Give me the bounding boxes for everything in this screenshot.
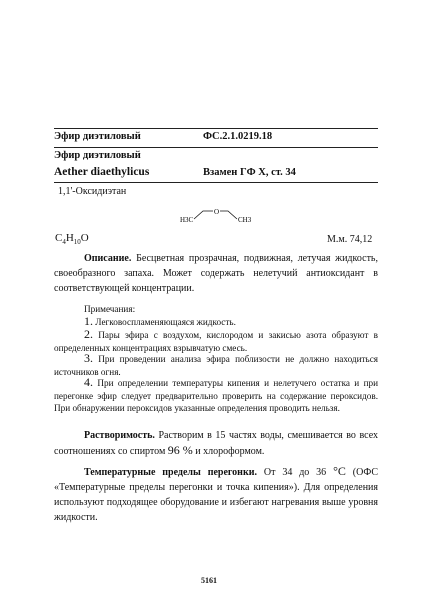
structure-left-group: H3C	[180, 216, 194, 224]
structural-formula-svg	[180, 203, 270, 229]
header-replaces: Взамен ГФ X, ст. 34	[203, 167, 296, 178]
solubility-paragraph	[54, 428, 378, 459]
description-text: Бесцветная прозрачная, подвижная, летучая жидкость, своеобразного запаха. Может содержать нелетучий антиоксидант в соответствующей концентрации.	[54, 253, 378, 294]
header-latin-name: Aether diaethylicus	[54, 166, 150, 178]
distillation-paragraph	[54, 464, 378, 525]
note-text: При определении температуры кипения и нелетучего остатка и при перегонке эфир следует предварительно проверить на содержание пероксидов. При обнаружении пероксидов указанные определения проводить нельзя.	[54, 378, 378, 413]
chemical-name: 1,1'-Оксидиэтан	[58, 186, 127, 197]
note-text: Легковоспламеняющаяся жидкость.	[93, 317, 236, 327]
solubility-percent: 96 %	[167, 443, 193, 457]
structure-bond-left	[194, 211, 213, 219]
header-bottom-rule	[54, 182, 378, 183]
page-number: 5161	[201, 576, 217, 585]
note-item-3	[54, 352, 378, 378]
formula-c: C	[55, 232, 63, 244]
note-number: 1.	[84, 314, 93, 328]
header-name-left: Эфир диэтиловый	[54, 131, 141, 142]
header-russian-name: Эфир диэтиловый	[54, 150, 141, 161]
note-number: 3.	[84, 351, 93, 365]
header-rule-1	[54, 147, 378, 148]
header-top-rule	[54, 128, 378, 129]
note-text: Пары эфира с воздухом, кислородом и закисью азота образуют в определенных концентрациях взрывчатую смесь.	[54, 330, 378, 353]
note-item-4	[54, 376, 378, 415]
distillation-heading: Температурные пределы перегонки.	[84, 467, 257, 478]
description-heading: Описание.	[84, 253, 132, 264]
solubility-text-b: и хлороформом.	[192, 446, 265, 457]
structure-oxygen: O	[214, 208, 220, 216]
note-item-2	[54, 328, 378, 354]
distillation-text-a: От 34 до 36	[256, 467, 334, 478]
note-text: При проведении анализа эфира поблизости не должно находиться источников огня.	[54, 354, 378, 377]
formula-c-sub: 4	[62, 238, 66, 247]
formula-h: H	[65, 232, 74, 244]
solubility-heading: Растворимость.	[84, 430, 155, 441]
note-number: 2.	[84, 327, 93, 341]
formula-o: O	[80, 232, 89, 244]
molecular-mass: М.м. 74,12	[327, 234, 373, 245]
structural-formula	[180, 203, 270, 229]
header-code: ФС.2.1.0219.18	[203, 131, 273, 142]
formula-h-sub: 10	[73, 238, 81, 247]
structure-bond-right	[220, 211, 237, 219]
molecular-formula	[55, 232, 89, 246]
distillation-text-b: (ОФС «Температурные пределы перегонки и точка кипения»). Для определения используют подходящее оборудование и избегают нагревания выше уровня жидкости.	[54, 467, 378, 523]
note-number: 4.	[84, 375, 93, 389]
distillation-unit: °С	[333, 464, 346, 478]
description-paragraph	[54, 251, 378, 296]
note-item-1	[54, 315, 378, 329]
solubility-text-a: Растворим в 15 частях воды, смешивается во всех соотношениях со спиртом	[54, 430, 378, 457]
structure-right-group: CH3	[238, 216, 252, 224]
notes-heading: Примечания:	[84, 304, 136, 314]
